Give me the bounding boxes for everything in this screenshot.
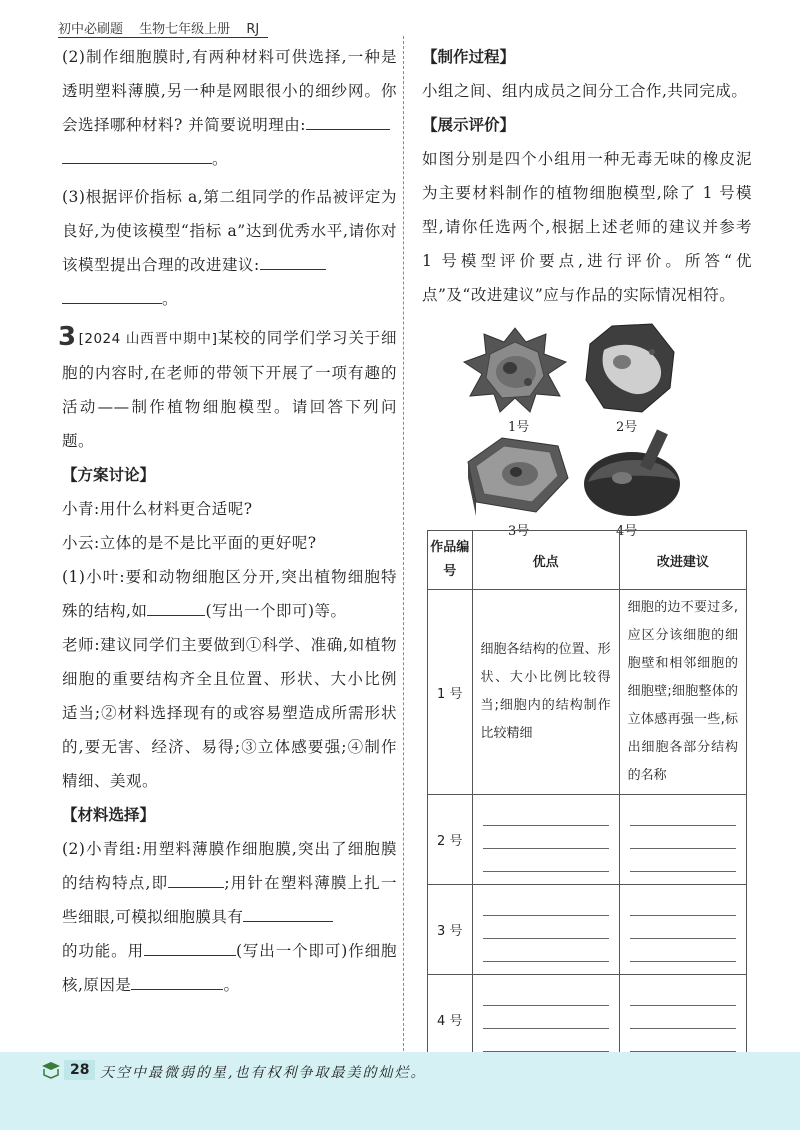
answer-blank[interactable] [62,145,212,164]
series-name: 初中必刷题 [58,22,124,37]
edition-tag: RJ [246,22,260,37]
question-1-tail: (写出一个即可)等。 [205,602,347,620]
header-id: 作品编号 [428,531,473,590]
dialog-xiaoyun: 小云:立体的是不是比平面的更好呢? [62,534,317,552]
cell-model-4-image [578,424,688,520]
question-2b-text: (2)小青组:用塑料薄膜作细胞膜,突出了细胞膜的结构特点,即 [62,840,397,892]
zhizuo-text: 小组之间、组内成员之间分工合作,共同完成。 [422,82,748,100]
question-3-prompt [62,180,397,316]
answer-blank[interactable] [243,903,333,922]
problem-source: [2024 山西晋中期中] [78,331,218,347]
row-suggestion-answer[interactable] [619,975,746,1065]
book-icon [40,1060,62,1080]
table-row [428,885,747,975]
question-3-text: (3)根据评价指标 a,第二组同学的作品被评定为良好,为使该模型“指标 a”达到优秀水平,请你对该模型提出合理的改进建议: [62,188,397,274]
column-divider [403,36,404,1056]
question-1 [62,560,397,628]
question-2-prompt [62,40,397,176]
fig-label-3: 3号 [508,524,530,539]
row-id: 3 号 [428,885,473,975]
table-row [428,975,747,1065]
fig-label-1: 1号 [508,420,530,435]
row-merit-answer[interactable] [472,795,619,885]
punct: 。 [212,150,229,168]
section-zhizuo-title: 【制作过程】 [422,48,516,66]
evaluation-table [427,530,747,1065]
question-1-text: (1)小叶:要和动物细胞区分开,突出植物细胞特殊的结构,如 [62,568,397,620]
header-merit: 优点 [472,531,619,590]
problem-3-stem [58,320,397,458]
header-rule [58,37,268,38]
answer-blank[interactable] [260,251,326,270]
header-suggestion: 改进建议 [619,531,746,590]
section-fangan-title: 【方案讨论】 [62,466,156,484]
table-row [428,590,747,795]
question-2b-text: (写出一个即可)作细胞核,原因是 [62,942,397,994]
row-suggestion: 细胞的边不要过多,应区分该细胞的细胞壁和相邻细胞的细胞壁;细胞整体的立体感再强一些,标出细胞各部分结构的名称 [619,590,746,795]
left-column [58,40,397,1002]
teacher-advice: 老师:建议同学们主要做到①科学、准确,如植物细胞的重要结构齐全且位置、形状、大小比例适当;②材料选择现有的或容易塑造成所需形状的,要无害、经济、易得;③立体感要强;④制作精细、美观。 [62,636,397,790]
subject-name: 生物七年级上册 [139,22,231,37]
row-suggestion-answer[interactable] [619,795,746,885]
answer-blank[interactable] [144,937,236,956]
table-header-row [428,531,747,590]
question-2b-text: ;用针在塑料薄膜上扎一些细眼,可模拟细胞膜具有 [62,874,397,926]
page-number: 28 [64,1060,95,1080]
answer-blank[interactable] [168,869,224,888]
punct: 。 [223,976,240,994]
row-merit-answer[interactable] [472,885,619,975]
row-id: 4 号 [428,975,473,1065]
row-id: 1 号 [428,590,473,795]
row-merit-answer[interactable] [472,975,619,1065]
page-badge [40,1060,95,1080]
answer-blank[interactable] [131,971,223,990]
section-cailiao-title: 【材料选择】 [62,806,156,824]
dialog-xiaoqing: 小青:用什么材料更合适呢? [62,500,253,518]
answer-blank[interactable] [306,111,390,130]
right-column [422,40,752,540]
cell-model-1-image [460,326,570,414]
question-2b [62,832,397,1002]
table-row [428,795,747,885]
answer-blank[interactable] [147,597,205,616]
row-suggestion-answer[interactable] [619,885,746,975]
cell-model-figures [422,320,752,540]
answer-blank[interactable] [62,285,162,304]
page-header [58,18,271,37]
question-2-text: (2)制作细胞膜时,有两种材料可供选择,一种是透明塑料薄膜,另一种是网眼很小的细纱网。你会选择哪种材料? 并简要说明理由: [62,48,397,134]
problem-number: 3 [58,322,77,352]
row-merit: 细胞各结构的位置、形状、大小比例比较得当;细胞内的结构制作比较精细 [472,590,619,795]
footer-motto: 天空中最微弱的星,也有权利争取最美的灿烂。 [100,1065,427,1081]
zhanshi-text: 如图分别是四个小组用一种无毒无味的橡皮泥为主要材料制作的植物细胞模型,除了 1 号模型,请你任选两个,根据上述老师的建议并参考 1 号模型评价要点,进行评价。所答“优点”及“改进建议”应与作品的实际情况相符。 [422,150,752,304]
page-footer [0,1052,800,1130]
row-id: 2 号 [428,795,473,885]
section-zhanshi-title: 【展示评价】 [422,116,516,134]
fig-label-4: 4号 [616,524,638,539]
problem-text: 某校的同学们学习关于细胞的内容时,在老师的带领下开展了一项有趣的活动——制作植物细胞模型。请回答下列问题。 [62,329,397,450]
cell-model-2-image [582,322,678,414]
cell-model-3-image [462,432,572,518]
punct: 。 [162,290,179,308]
question-2b-text: 的功能。用 [62,942,144,960]
fig-label-2: 2号 [616,420,638,435]
